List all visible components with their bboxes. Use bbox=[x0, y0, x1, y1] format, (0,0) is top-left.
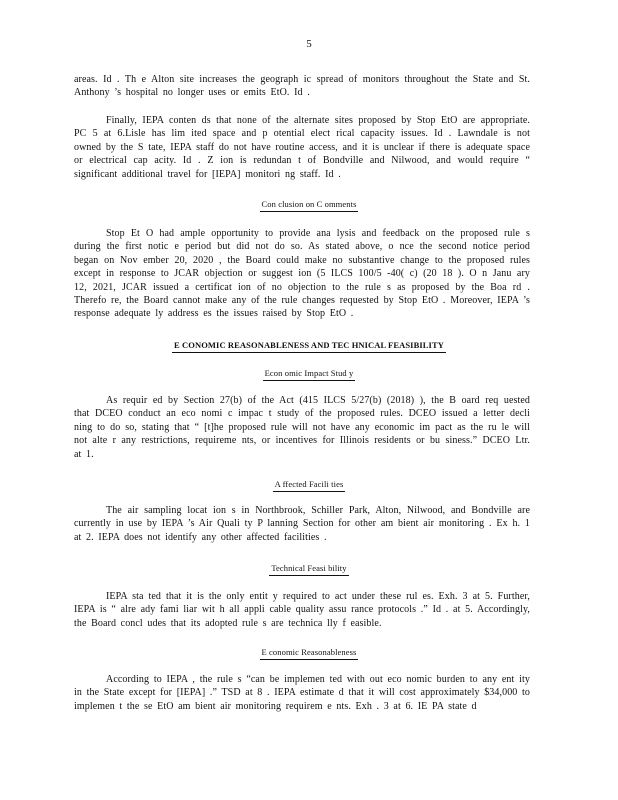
paragraph-economic-reasonableness: According to IEPA , the rule s “can be implemen ted with out eco nomic burden to any ent ity in the State except for [IEPA] .” TSD at 8 . IEPA estimate d that it will cost approximately $34,000 to implemen t the se EtO am bient air monitoring requirem e nts. Exh . 3 at 6. IE PA state d bbox=[74, 674, 530, 712]
page-number: 5 bbox=[306, 38, 312, 50]
heading-text: Technical Feasi bility bbox=[269, 563, 348, 576]
paragraph-alternate-sites: Finally, IEPA conten ds that none of the alternate sites proposed by Stop EtO are appropriate. PC 5 at 6.Lisle has lim ited space and p otential elect rical capacity issues. Id . Lawndale is not owned by the S tate, IEPA staff do not have routine access, and it is unclear if there is adequate space or electrical cap acity. Id . Z ion is redundan t of Bondville and Nilwood, and would require “ significant additional travel for [IEPA] monitori ng staff. Id . bbox=[74, 115, 530, 180]
paragraph-alton-site: areas. Id . Th e Alton site increases the geograph ic spread of monitors throughout the State and St. Anthony ’s hospital no longer uses or emits EtO. Id . bbox=[74, 74, 530, 99]
heading-affected-facilities bbox=[0, 479, 618, 492]
paragraph-affected-facilities: The air sampling locat ion s in Northbrook, Schiller Park, Alton, Nilwood, and Bondville are currently in use by IEPA ’s Air Quali ty P lanning Section for other am bient air monitoring . Ex h. 1 at 2. IEPA does not identify any other affected facilities . bbox=[74, 505, 530, 543]
heading-text: Econ omic Impact Stud y bbox=[263, 368, 356, 381]
heading-text: E conomic Reasonableness bbox=[260, 647, 359, 660]
heading-conclusion-on-comments bbox=[0, 199, 618, 212]
heading-text: E CONOMIC REASONABLENESS AND TEC HNICAL FEASIBILITY bbox=[172, 340, 446, 353]
heading-text: A ffected Facili ties bbox=[273, 479, 346, 492]
paragraph-technical-feasibility: IEPA sta ted that it is the only entit y required to act under these rul es. Exh. 3 at 5. Further, IEPA is “ alre ady fami liar wit h all appli cable quality assu rance protocols .” Id . at 5. Accordingly, the Board concl udes that its adopted rule s are technica lly f easible. bbox=[74, 591, 530, 629]
heading-economic-technical bbox=[0, 340, 618, 353]
paragraph-economic-impact: As requir ed by Section 27(b) of the Act (415 ILCS 5/27(b) (2018) ), the B oard req uested that DCEO conduct an eco nomi c impac t study of the proposed rules. DCEO issued a letter decli ning to do so, stating that “ [t]he proposed rule will not have any economic im pact as the ru le will not alte r any restrictions, requireme nts, or incentives for Illinois residents or bu siness.” DCEO Ltr. at 1. bbox=[74, 395, 530, 460]
heading-economic-reasonableness bbox=[0, 647, 618, 660]
heading-technical-feasibility bbox=[0, 563, 618, 576]
paragraph-conclusion: Stop Et O had ample opportunity to provide ana lysis and feedback on the proposed rule s during the first notic e period but did not do so. As stated above, o nce the second notice period began on Nov ember 20, 2020 , the Board could make no substantive change to the proposed rules except in response to JCAR objection or suggest ion (5 ILCS 100/5 -40( c) (20 18 ). O n Janu ary 12, 2021, JCAR issued a certificat ion of no objection to the rule s as proposed by the Boa rd . Therefo re, the Board cannot make any of the rule changes requested by Stop EtO . Moreover, IEPA ’s response adequate ly address es the issues raised by Stop EtO . bbox=[74, 228, 530, 320]
heading-economic-impact-study bbox=[0, 368, 618, 381]
heading-text: Con clusion on C omments bbox=[260, 199, 359, 212]
